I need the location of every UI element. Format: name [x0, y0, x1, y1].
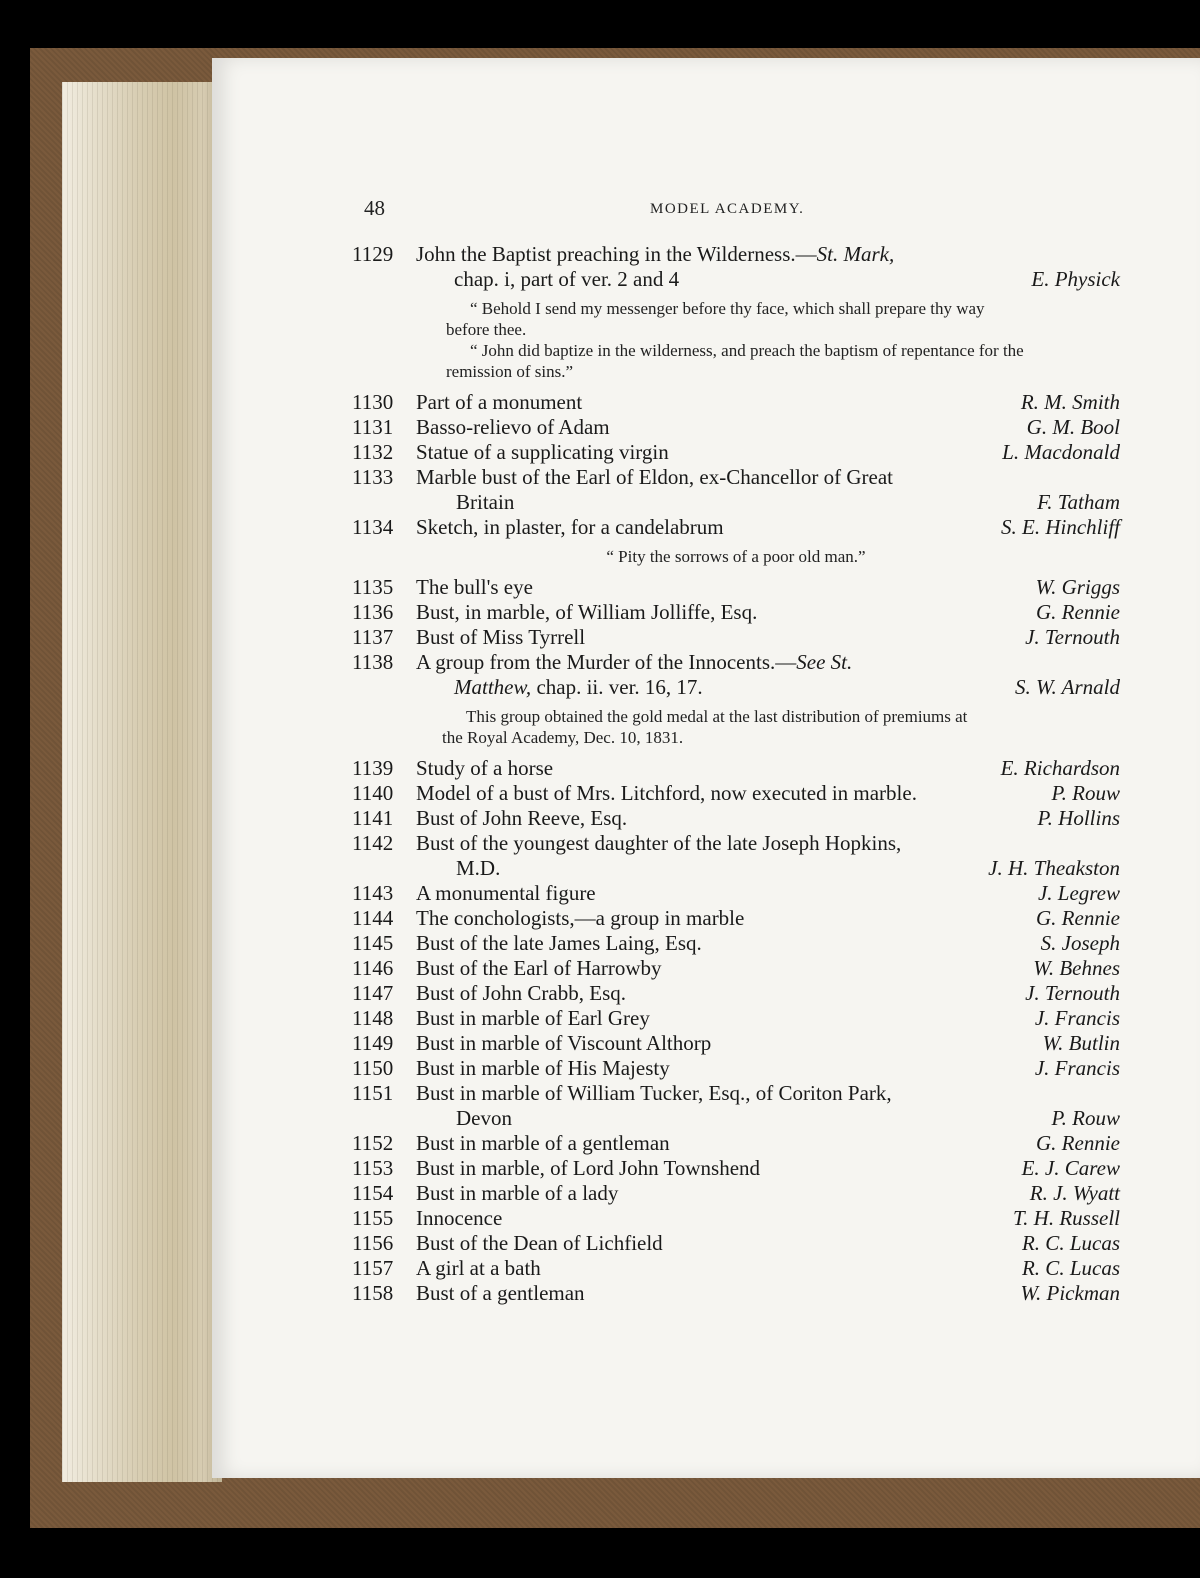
entry-title: Bust in marble of Earl Grey [416, 1006, 650, 1030]
entry-note [352, 706, 1120, 748]
entry-artist: P. Rouw [1051, 1106, 1120, 1130]
entry-title: A group from the Murder of the Innocents.—See St. [416, 650, 853, 674]
entry-title: Marble bust of the Earl of Eldon, ex-Chancellor of Great [416, 465, 894, 489]
entry-number: 1133 [352, 465, 394, 489]
entry-artist: J. Francis [1034, 1006, 1120, 1030]
entry-title: Bust of Miss Tyrrell [416, 625, 586, 649]
entry-number: 1145 [352, 931, 394, 955]
page-number: 48 [364, 196, 385, 220]
catalogue-entry [352, 515, 1120, 540]
entry-artist: R. J. Wyatt [1029, 1181, 1120, 1205]
entry-title: Bust of John Crabb, Esq. [416, 981, 626, 1005]
page-edges [62, 82, 222, 1482]
entry-artist: R. M. Smith [1020, 390, 1120, 414]
catalogue-entry [352, 1206, 1120, 1231]
catalogue-entry [352, 806, 1120, 831]
entry-continuation [352, 675, 1120, 700]
entry-title: Sketch, in plaster, for a candelabrum [416, 515, 724, 539]
catalogue-entry [352, 415, 1120, 440]
entry-artist: G. Rennie [1036, 906, 1120, 930]
catalogue-entry [352, 1006, 1120, 1031]
entry-title: Bust in marble of Viscount Althorp [416, 1031, 712, 1055]
entry-artist: G. Rennie [1036, 600, 1120, 624]
catalogue-entry [352, 575, 1120, 600]
entry-continuation-text: Matthew, chap. ii. ver. 16, 17. [454, 675, 703, 699]
entry-number: 1131 [352, 415, 394, 439]
entry-number: 1152 [352, 1131, 394, 1155]
entry-number: 1149 [352, 1031, 394, 1055]
catalogue-entry [352, 1231, 1120, 1256]
entry-continuation-text: Britain [456, 490, 515, 514]
entry-title: Bust in marble of a lady [416, 1181, 619, 1205]
entry-artist: J. H. Theakston [988, 856, 1120, 880]
quote-text: “ John did baptize in the wilderness, and preach the baptism of repentance for the remission of sins.” [446, 341, 1024, 381]
entry-number: 1143 [352, 881, 394, 905]
entry-number: 1134 [352, 515, 394, 539]
entry-number: 1151 [352, 1081, 394, 1105]
entry-continuation [352, 490, 1120, 515]
catalogue-entry [352, 781, 1120, 806]
entry-artist: F. Tatham [1037, 490, 1120, 514]
entry-number: 1132 [352, 440, 394, 464]
catalogue-entry [352, 1256, 1120, 1281]
entry-number: 1140 [352, 781, 394, 805]
catalogue-entry [352, 242, 1120, 267]
entry-title: Innocence [416, 1206, 503, 1230]
entry-number: 1136 [352, 600, 394, 624]
entry-artist: P. Rouw [1051, 781, 1120, 805]
catalogue-entry [352, 756, 1120, 781]
entry-number: 1142 [352, 831, 394, 855]
entry-title: The conchologists,—a group in marble [416, 906, 745, 930]
entry-number: 1154 [352, 1181, 394, 1205]
entry-artist: J. Ternouth [1025, 625, 1120, 649]
catalogue-entry [352, 600, 1120, 625]
entry-quote [352, 298, 1120, 382]
entry-artist: P. Hollins [1037, 806, 1120, 830]
entry-artist: W. Behnes [1033, 956, 1120, 980]
entry-number: 1135 [352, 575, 394, 599]
catalogue-entry [352, 1056, 1120, 1081]
catalogue-entry [352, 831, 1120, 856]
entry-artist: W. Griggs [1035, 575, 1120, 599]
entry-title: A monumental figure [416, 881, 596, 905]
entry-continuation-text: M.D. [456, 856, 501, 880]
entry-title: Bust in marble, of Lord John Townshend [416, 1156, 761, 1180]
catalogue-list [352, 242, 1120, 1306]
entry-artist: R. C. Lucas [1021, 1256, 1120, 1280]
catalogue-entry [352, 440, 1120, 465]
catalogue-entry [352, 1156, 1120, 1181]
catalogue-entry [352, 1131, 1120, 1156]
entry-title: Bust of the Earl of Harrowby [416, 956, 662, 980]
catalogue-entry [352, 465, 1120, 490]
entry-title: Study of a horse [416, 756, 554, 780]
entry-number: 1138 [352, 650, 394, 674]
entry-number: 1141 [352, 806, 394, 830]
catalogue-entry [352, 906, 1120, 931]
entry-continuation [352, 267, 1120, 292]
entry-quote [352, 546, 1120, 567]
entry-number: 1158 [352, 1281, 394, 1305]
entry-artist: J. Legrew [1037, 881, 1120, 905]
entry-artist: S. Joseph [1040, 931, 1120, 955]
entry-artist: J. Francis [1034, 1056, 1120, 1080]
entry-title: Bust, in marble, of William Jolliffe, Esq. [416, 600, 758, 624]
entry-number: 1153 [352, 1156, 394, 1180]
entry-title: Part of a monument [416, 390, 583, 414]
catalogue-entry [352, 931, 1120, 956]
entry-number: 1146 [352, 956, 394, 980]
entry-artist: G. Rennie [1036, 1131, 1120, 1155]
quote-text: “ Behold I send my messenger before thy face, which shall prepare thy way before thee. [446, 299, 985, 339]
entry-continuation-text: chap. i, part of ver. 2 and 4 [454, 267, 680, 291]
entry-continuation-text: Devon [456, 1106, 512, 1130]
catalogue-entry [352, 881, 1120, 906]
entry-title: Model of a bust of Mrs. Litchford, now executed in marble. [416, 781, 917, 805]
entry-artist: J. Ternouth [1025, 981, 1120, 1005]
entry-artist: W. Pickman [1020, 1281, 1120, 1305]
running-head: MODEL ACADEMY. [650, 201, 805, 217]
entry-number: 1147 [352, 981, 394, 1005]
entry-number: 1139 [352, 756, 394, 780]
entry-title: Bust of the Dean of Lichfield [416, 1231, 663, 1255]
entry-artist: E. Physick [1031, 267, 1120, 291]
entry-title: Basso-relievo of Adam [416, 415, 610, 439]
catalogue-entry [352, 981, 1120, 1006]
entry-number: 1137 [352, 625, 394, 649]
entry-title: A girl at a bath [416, 1256, 541, 1280]
entry-number: 1144 [352, 906, 394, 930]
entry-title: Bust of John Reeve, Esq. [416, 806, 628, 830]
entry-number: 1129 [352, 242, 394, 266]
entry-artist: E. J. Carew [1021, 1156, 1120, 1180]
entry-continuation [352, 1106, 1120, 1131]
catalogue-entry [352, 390, 1120, 415]
entry-title: Bust in marble of His Majesty [416, 1056, 670, 1080]
catalogue-entry [352, 1081, 1120, 1106]
entry-title: Statue of a supplicating virgin [416, 440, 669, 464]
entry-number: 1157 [352, 1256, 394, 1280]
entry-artist: L. Macdonald [1002, 440, 1120, 464]
entry-artist: S. E. Hinchliff [1001, 515, 1120, 539]
entry-number: 1155 [352, 1206, 394, 1230]
catalogue-entry [352, 1281, 1120, 1306]
entry-title: Bust in marble of a gentleman [416, 1131, 670, 1155]
entry-artist: W. Butlin [1042, 1031, 1120, 1055]
entry-title: Bust of the late James Laing, Esq. [416, 931, 702, 955]
entry-artist: E. Richardson [1000, 756, 1120, 780]
catalogue-entry [352, 625, 1120, 650]
entry-number: 1150 [352, 1056, 394, 1080]
entry-title: Bust of the youngest daughter of the late Joseph Hopkins, [416, 831, 902, 855]
note-text: This group obtained the gold medal at the last distribution of premiums at the Royal Academy, Dec. 10, 1831. [442, 707, 968, 747]
entry-artist: S. W. Arnald [1014, 675, 1120, 699]
catalogue-entry [352, 1031, 1120, 1056]
entry-number: 1130 [352, 390, 394, 414]
entry-continuation [352, 856, 1120, 881]
catalogue-entry [352, 1181, 1120, 1206]
entry-number: 1156 [352, 1231, 394, 1255]
catalogue-entry [352, 650, 1120, 675]
entry-artist: G. M. Bool [1026, 415, 1120, 439]
quote-text: “ Pity the sorrows of a poor old man.” [606, 547, 866, 566]
entry-number: 1148 [352, 1006, 394, 1030]
entry-title: John the Baptist preaching in the Wilderness.—St. Mark, [416, 242, 895, 266]
entry-artist: R. C. Lucas [1021, 1231, 1120, 1255]
catalogue-entry [352, 956, 1120, 981]
entry-artist: T. H. Russell [1013, 1206, 1120, 1230]
entry-title: Bust in marble of William Tucker, Esq., of Coriton Park, [416, 1081, 892, 1105]
entry-title: The bull's eye [416, 575, 533, 599]
entry-title: Bust of a gentleman [416, 1281, 585, 1305]
